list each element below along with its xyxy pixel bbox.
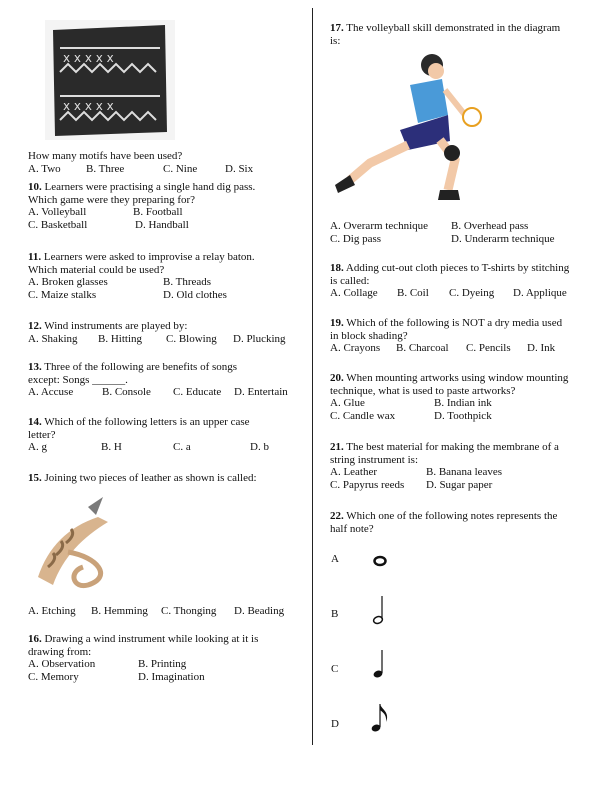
option-c[interactable]: C. Dyeing xyxy=(449,287,495,299)
question-20 xyxy=(330,372,595,422)
question-text: The volleyball skill demonstrated in the diagram xyxy=(343,22,561,34)
question-18 xyxy=(330,262,595,300)
question-number: 11. xyxy=(28,251,42,263)
option-a[interactable]: A. Etching xyxy=(28,605,76,617)
question-number: 14. xyxy=(28,416,42,428)
question-text: in block shading? xyxy=(330,329,408,342)
question-number: 22. xyxy=(330,510,344,522)
question-13 xyxy=(28,361,308,399)
option-d[interactable]: D. Beading xyxy=(234,605,285,617)
option-d[interactable]: D. Ink xyxy=(527,342,556,354)
option-b[interactable]: B. Printing xyxy=(138,658,187,670)
question-text: half note? xyxy=(330,522,374,535)
question-text: Learners were asked to improvise a relay baton. xyxy=(41,251,255,263)
option-a[interactable]: A. Glue xyxy=(330,397,365,409)
question-14 xyxy=(28,416,308,454)
option-b[interactable]: B. Coil xyxy=(397,287,429,299)
question-21 xyxy=(330,441,595,491)
question-text: Which material could be used? xyxy=(28,263,165,276)
question-9 xyxy=(28,150,308,175)
option-c[interactable]: C. Thonging xyxy=(161,605,217,617)
question-text: drawing from: xyxy=(28,645,92,658)
option-c[interactable]: C. Pencils xyxy=(466,342,511,354)
column-divider xyxy=(312,8,313,745)
question-12 xyxy=(28,320,308,345)
question-text: Drawing a wind instrument while looking at it is xyxy=(41,633,259,645)
option-b[interactable]: B. Three xyxy=(86,162,125,175)
question-number: 20. xyxy=(330,372,344,384)
question-number: 17. xyxy=(330,22,344,34)
option-c[interactable]: C. Candle wax xyxy=(330,409,396,422)
question-text: Adding cut-out cloth pieces to T-shirts by stitching xyxy=(343,262,570,274)
question-number: 12. xyxy=(28,320,42,332)
question-text: technique, what is used to paste artworks? xyxy=(330,384,516,397)
question-10 xyxy=(28,181,308,231)
question-text: Which of the following letters is an upper case xyxy=(41,416,250,428)
question-number: 15. xyxy=(28,472,42,484)
leather-thonging-image xyxy=(28,497,120,589)
question-11 xyxy=(28,251,308,301)
option-d[interactable]: D. Old clothes xyxy=(163,288,227,301)
question-text: is: xyxy=(330,34,341,47)
question-number: 10. xyxy=(28,181,42,193)
option-d[interactable]: D. Toothpick xyxy=(434,409,492,422)
question-text: Joining two pieces of leather as shown is called: xyxy=(41,472,257,484)
option-b[interactable]: B. Threads xyxy=(163,276,212,288)
option-b[interactable]: B. Hitting xyxy=(98,332,143,345)
question-text: string instrument is: xyxy=(330,453,418,466)
question-16 xyxy=(28,633,308,683)
option-d[interactable]: D. Underarm technique xyxy=(451,232,555,245)
option-b[interactable]: B. Indian ink xyxy=(434,397,492,409)
whole-note-icon xyxy=(370,553,390,569)
question-text: letter? xyxy=(28,428,56,441)
svg-text:x x x x x: x x x x x xyxy=(63,99,114,113)
option-d[interactable]: D. Plucking xyxy=(233,332,286,345)
option-a[interactable]: A. Shaking xyxy=(28,332,78,345)
option-b[interactable]: B. Console xyxy=(102,386,151,398)
option-c[interactable]: C. Dig pass xyxy=(330,232,382,245)
option-c[interactable]: C. Educate xyxy=(173,386,222,398)
question-text: Which game were they preparing for? xyxy=(28,193,196,206)
question-15-options xyxy=(28,605,308,618)
option-a[interactable]: A. Observation xyxy=(28,658,96,670)
eighth-note-icon xyxy=(370,702,392,734)
option-d[interactable]: D. Six xyxy=(225,162,254,175)
option-a[interactable]: A. Collage xyxy=(330,287,378,299)
option-a[interactable]: A. Crayons xyxy=(330,342,381,354)
question-15 xyxy=(28,472,308,485)
question-text: How many motifs have been used? xyxy=(28,150,183,162)
option-b[interactable]: B. Overhead pass xyxy=(451,220,529,232)
motif-fabric-image xyxy=(45,20,175,140)
option-b-label[interactable]: B xyxy=(331,608,339,620)
question-number: 21. xyxy=(330,441,344,453)
option-a[interactable]: A. Volleyball xyxy=(28,206,87,218)
option-d[interactable]: D. Imagination xyxy=(138,670,205,683)
question-text: is called: xyxy=(330,274,370,287)
option-c[interactable]: C. Papyrus reeds xyxy=(330,478,405,491)
option-b[interactable]: B. H xyxy=(101,441,122,453)
option-c-label[interactable]: C xyxy=(331,663,339,675)
option-d[interactable]: D. Applique xyxy=(513,287,567,299)
quarter-note-icon xyxy=(370,648,390,680)
question-22 xyxy=(330,510,595,535)
svg-text:x x x x x: x x x x x xyxy=(63,51,114,65)
option-b[interactable]: B. Football xyxy=(133,206,183,218)
volleyball-player-image xyxy=(330,45,490,205)
option-b[interactable]: B. Hemming xyxy=(91,605,148,617)
question-text: Which one of the following notes represents the xyxy=(343,510,558,522)
question-text: Which of the following is NOT a dry media used xyxy=(343,317,563,329)
option-d[interactable]: D. Handball xyxy=(135,218,189,231)
question-19 xyxy=(330,317,595,355)
question-text: The best material for making the membrane of a xyxy=(343,441,559,453)
question-number: 19. xyxy=(330,317,344,329)
question-text: When mounting artworks using window mounting xyxy=(343,372,569,384)
option-c[interactable]: C. Basketball xyxy=(28,218,88,231)
option-a[interactable]: A. Leather xyxy=(330,466,378,478)
option-c[interactable]: C. Maize stalks xyxy=(28,288,97,301)
option-c[interactable]: C. Nine xyxy=(163,162,198,175)
question-number: 13. xyxy=(28,361,42,373)
option-a[interactable]: A. Two xyxy=(28,162,61,175)
options-row xyxy=(28,163,308,176)
option-a-label[interactable]: A xyxy=(331,553,339,565)
question-17-options xyxy=(330,220,595,245)
question-text: Wind instruments are played by: xyxy=(41,320,188,332)
question-text: Learners were practising a single hand dig pass. xyxy=(41,181,256,193)
question-number: 18. xyxy=(330,262,344,274)
option-d[interactable]: D. b xyxy=(250,441,269,453)
half-note-icon xyxy=(370,594,390,626)
question-number: 16. xyxy=(28,633,42,645)
question-text: Three of the following are benefits of songs xyxy=(41,361,238,373)
option-c[interactable]: C. Memory xyxy=(28,670,79,683)
option-a[interactable]: A. Broken glasses xyxy=(28,276,108,288)
option-a[interactable]: A. Accuse xyxy=(28,386,74,398)
option-b[interactable]: B. Charcoal xyxy=(396,342,449,354)
question-text: except: Songs ______. xyxy=(28,373,128,386)
option-b[interactable]: B. Banana leaves xyxy=(426,466,503,478)
option-d[interactable]: D. Sugar paper xyxy=(426,478,493,491)
option-d-label[interactable]: D xyxy=(331,718,339,730)
option-a[interactable]: A. g xyxy=(28,441,47,453)
option-c[interactable]: C. a xyxy=(173,441,191,453)
option-d[interactable]: D. Entertain xyxy=(234,386,288,398)
option-a[interactable]: A. Overarm technique xyxy=(330,220,429,232)
option-c[interactable]: C. Blowing xyxy=(166,332,217,345)
question-17 xyxy=(330,22,595,47)
